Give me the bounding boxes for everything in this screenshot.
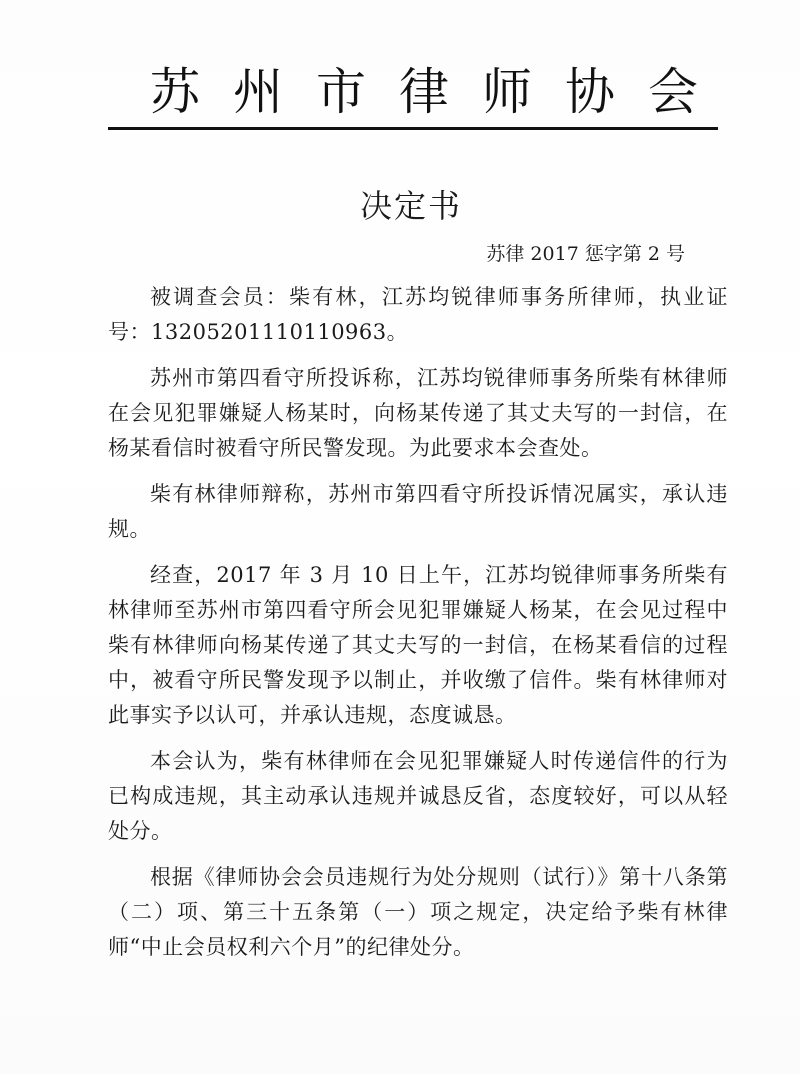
organization-title: 苏州市律师协会 — [150, 63, 731, 121]
paragraph-opinion: 本会认为，柴有林律师在会见犯罪嫌疑人时传递信件的行为已构成违规，其主动承认违规并诚恳反省，态度较好，可以从轻处分。 — [108, 749, 728, 843]
paragraph-investigated-member: 被调查会员：柴有林，江苏均锐律师事务所律师，执业证号：13205201110110963。 — [108, 285, 728, 344]
document-number: 苏律 2017 惩字第 2 号 — [486, 243, 685, 265]
document-title: 决定书 — [359, 187, 462, 225]
title-underline — [108, 127, 718, 130]
document-body — [108, 280, 728, 976]
paragraph-decision: 根据《律师协会会员违规行为处分规则（试行）》第十八条第（二）项、第三十五条第（一）项之规定，决定给予柴有林律师“中止会员权利六个月”的纪律处分。 — [108, 865, 728, 959]
paragraph-findings: 经查，2017 年 3 月 10 日上午，江苏均锐律师事务所柴有林律师至苏州市第四看守所会见犯罪嫌疑人杨某，在会见过程中柴有林律师向杨某传递了其丈夫写的一封信，在杨某看信的过程中，被看守所民警发现予以制止，并收缴了信件。柴有林律师对此事实予以认可，并承认违规，态度诚恳。 — [108, 563, 728, 727]
paragraph-defense: 柴有林律师辩称，苏州市第四看守所投诉情况属实，承认违规。 — [108, 482, 728, 541]
paragraph-complaint: 苏州市第四看守所投诉称，江苏均锐律师事务所柴有林律师在会见犯罪嫌疑人杨某时，向杨某传递了其丈夫写的一封信，在杨某看信时被看守所民警发现。为此要求本会查处。 — [108, 366, 728, 460]
